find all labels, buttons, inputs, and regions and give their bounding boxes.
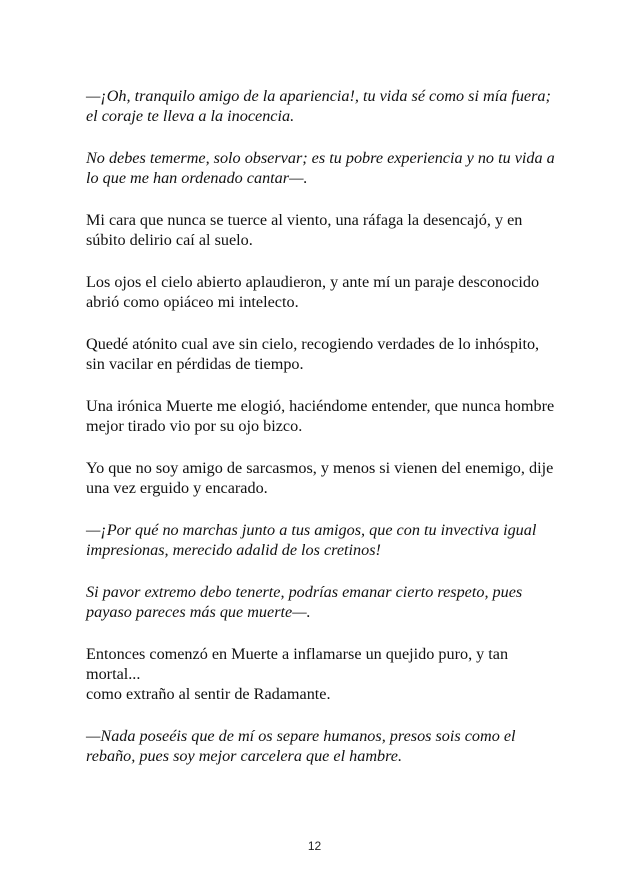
stanza-line: Entonces comenzó en Muerte a inflamarse un quejido puro, y tan mortal... xyxy=(86,645,509,683)
stanza-line: Si pavor extremo debo tenerte, podrías emanar cierto respeto, pues payaso pareces más que muerte—. xyxy=(86,583,523,621)
page-number: 12 xyxy=(307,839,322,853)
stanza-line: Una irónica Muerte me elogió, haciéndome entender, que nunca hombre mejor tirado vio por su ojo bizco. xyxy=(86,397,555,435)
stanza-line: —Nada poseéis que de mí os separe humanos, presos sois como el rebaño, pues soy mejor carcelera que el hambre. xyxy=(86,727,516,765)
body-text xyxy=(86,86,556,788)
stanza-line: —¡Oh, tranquilo amigo de la apariencia!, tu vida sé como si mía fuera; xyxy=(86,87,551,105)
stanza-4 xyxy=(86,272,556,312)
stanza-line: —¡Por qué no marchas junto a tus amigos, que con tu invectiva igual impresionas, merecido adalid de los cretinos! xyxy=(86,521,537,559)
stanza-7 xyxy=(86,458,556,498)
stanza-10 xyxy=(86,644,556,704)
stanza-9 xyxy=(86,582,556,622)
stanza-line: Los ojos el cielo abierto aplaudieron, y ante mí un paraje desconocido abrió como opiáceo mi intelecto. xyxy=(86,273,540,311)
stanza-11 xyxy=(86,726,556,766)
stanza-8 xyxy=(86,520,556,560)
stanza-line: como extraño al sentir de Radamante. xyxy=(86,685,331,703)
stanza-2 xyxy=(86,148,556,188)
stanza-3 xyxy=(86,210,556,250)
stanza-1 xyxy=(86,86,556,126)
stanza-line: No debes temerme, solo observar; es tu pobre experiencia y no tu vida a lo que me han ordenado cantar—. xyxy=(86,149,555,187)
stanza-line: Mi cara que nunca se tuerce al viento, una ráfaga la desencajó, y en súbito delirio caí al suelo. xyxy=(86,211,523,249)
stanza-line: el coraje te lleva a la inocencia. xyxy=(86,107,295,125)
stanza-line: Quedé atónito cual ave sin cielo, recogiendo verdades de lo inhóspito, sin vacilar en pérdidas de tiempo. xyxy=(86,335,540,373)
stanza-line: Yo que no soy amigo de sarcasmos, y menos si vienen del enemigo, dije una vez erguido y encarado. xyxy=(86,459,554,497)
stanza-5 xyxy=(86,334,556,374)
stanza-6 xyxy=(86,396,556,436)
